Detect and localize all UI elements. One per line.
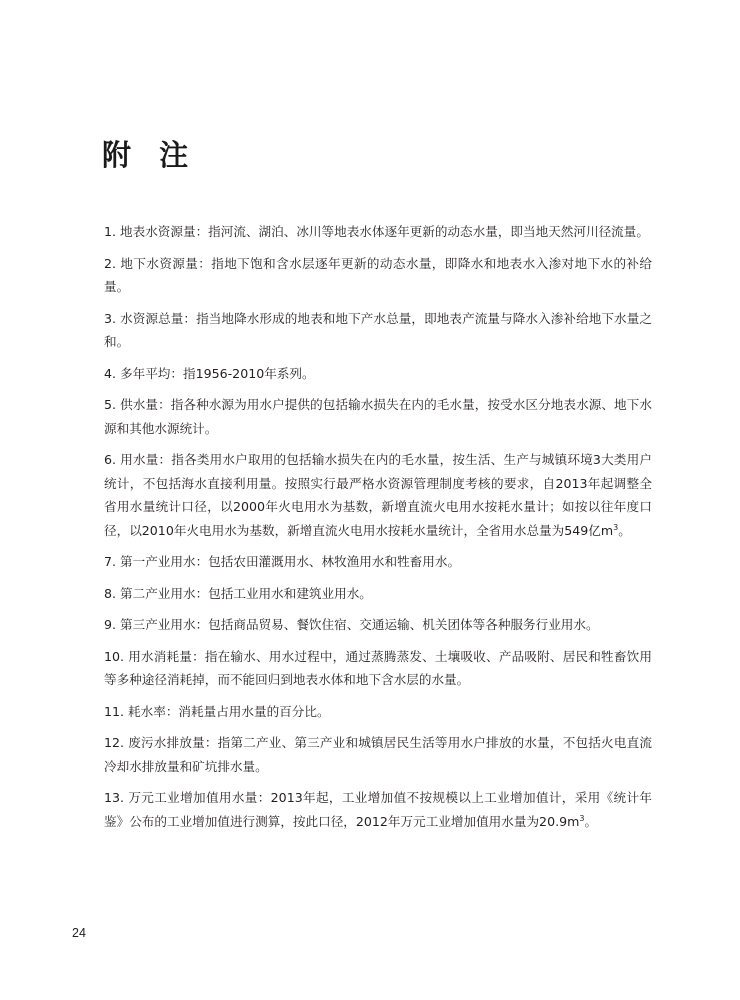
note-item — [104, 700, 652, 724]
note-tail: 。 — [584, 813, 598, 829]
note-item — [104, 393, 652, 440]
note-text: 1. 地表水资源量：指河流、湖泊、冰川等地表水体逐年更新的动态水量，即当地天然河川径流量。 — [104, 224, 649, 239]
note-text: 11. 耗水率：消耗量占用水量的百分比。 — [104, 703, 330, 719]
note-text: 13. 万元工业增加值用水量：2013年起，工业增加值不按规模以上工业增加值计，采用《统计年鉴》公布的工业增加值进行测算，按此口径，2012年万元工业增加值用水量为20.9m — [104, 790, 652, 829]
note-text: 8. 第二产业用水：包括工业用水和建筑业用水。 — [104, 585, 372, 601]
note-item — [104, 550, 652, 574]
note-item — [104, 645, 652, 692]
note-tail: 。 — [618, 522, 631, 538]
note-text: 10. 用水消耗量：指在输水、用水过程中，通过蒸腾蒸发、土壤吸收、产品吸附、居民和牲畜饮用等多种途径消耗掉，而不能回归到地表水体和地下含水层的水量。 — [104, 648, 652, 687]
note-text: 5. 供水量：指各种水源为用水户提供的包括输水损失在内的毛水量，按受水区分地表水源、地下水源和其他水源统计。 — [104, 397, 652, 436]
note-text: 2. 地下水资源量：指地下饱和含水层逐年更新的动态水量，即降水和地表水入渗对地下水的补给量。 — [104, 255, 652, 294]
note-text: 6. 用水量：指各类用水户取用的包括输水损失在内的毛水量，按生活、生产与城镇环境3大类用户统计，不包括海水直接利用量。按照实行最严格水资源管理制度考核的要求，自2013年起调整全省用水量统计口径，以2000年火电用水为基数，新增直流火电用水按耗水量计；如按以往年度口径，以2010年火电用水为基数，新增直流火电用水按耗水量统计，全省用水总量为549亿m — [104, 452, 652, 538]
note-item — [104, 252, 652, 299]
note-item — [104, 582, 652, 606]
note-text: 3. 水资源总量：指当地降水形成的地表和地下产水总量，即地表产流量与降水入渗补给地下水量之和。 — [104, 310, 652, 349]
note-text: 7. 第一产业用水：包括农田灌溉用水、林牧渔用水和牲畜用水。 — [104, 554, 461, 569]
page-number: 24 — [72, 926, 86, 940]
note-text: 4. 多年平均：指1956-2010年系列。 — [104, 365, 315, 381]
note-item — [104, 786, 652, 833]
note-text: 9. 第三产业用水：包括商品贸易、餐饮住宿、交通运输、机关团体等各种服务行业用水。 — [104, 617, 599, 632]
note-text: 12. 废污水排放量：指第二产业、第三产业和城镇居民生活等用水户排放的水量，不包括火电直流冷却水排放量和矿坑排水量。 — [104, 735, 652, 774]
note-superscript: 3 — [613, 522, 619, 532]
notes-list — [104, 220, 652, 841]
note-item — [104, 731, 652, 778]
note-item — [104, 220, 652, 244]
note-item — [104, 613, 652, 637]
note-item — [104, 307, 652, 354]
note-item — [104, 362, 652, 386]
note-item — [104, 448, 652, 542]
page-title: 附 注 — [102, 138, 198, 172]
note-superscript: 3 — [579, 813, 585, 823]
